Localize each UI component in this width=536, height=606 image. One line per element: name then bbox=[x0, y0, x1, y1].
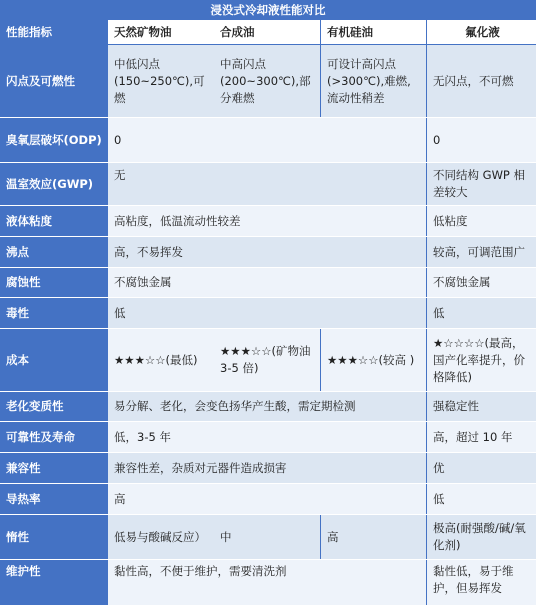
row-label: 闪点及可燃性 bbox=[0, 45, 108, 117]
table-cell: 中高闪点(200~300℃),部分难燃 bbox=[220, 56, 311, 105]
col-header-synthetic-oil: 合成油 bbox=[220, 24, 255, 39]
table-cell: ★★★☆☆(最低) bbox=[114, 352, 198, 367]
table-cell: 不同结构 GWP 相差较大 bbox=[426, 163, 536, 205]
row-label: 毒性 bbox=[0, 298, 108, 328]
table-cell: ★☆☆☆☆(最高，国产化率提升，价格降低) bbox=[426, 329, 536, 391]
table-cell: 无闪点，不可燃 bbox=[426, 45, 536, 117]
table-cell: 不腐蚀金属 bbox=[426, 268, 536, 297]
table-cell: 高 bbox=[320, 515, 426, 559]
table-cell: 中 bbox=[220, 529, 232, 544]
table-title: 浸没式冷却液性能对比 bbox=[0, 0, 536, 20]
table-row bbox=[0, 422, 536, 453]
table-cell: 低粘度 bbox=[426, 206, 536, 236]
table-cell: 强稳定性 bbox=[426, 392, 536, 421]
table-cell: 可设计高闪点(>300℃),难燃,流动性稍差 bbox=[320, 45, 426, 117]
table-cell: 低 bbox=[114, 305, 126, 320]
table-row bbox=[0, 515, 536, 560]
table-cell: ★★★☆☆(较高 ) bbox=[320, 329, 426, 391]
row-label: 维护性 bbox=[0, 560, 108, 605]
row-label: 液体粘度 bbox=[0, 206, 108, 236]
row-label: 温室效应(GWP) bbox=[0, 163, 108, 205]
table-cell: 不腐蚀金属 bbox=[114, 275, 172, 289]
table-cell: 黏性高，不便于维护，需要清洗剂 bbox=[114, 564, 287, 578]
header-row bbox=[0, 20, 536, 45]
row-label: 惰性 bbox=[0, 515, 108, 559]
table-cell: 低 bbox=[426, 298, 536, 328]
table-row bbox=[0, 268, 536, 298]
table-cell: 0 bbox=[426, 118, 536, 162]
table-cell: 优 bbox=[426, 453, 536, 483]
row-label: 导热率 bbox=[0, 484, 108, 514]
row-label: 臭氧层破坏(ODP) bbox=[0, 118, 108, 162]
table-cell: 黏性低，易于维护，但易挥发 bbox=[426, 560, 536, 605]
table-cell: 高，不易挥发 bbox=[114, 244, 183, 259]
table-cell: 0 bbox=[114, 132, 122, 147]
table-cell: 高，超过 10 年 bbox=[426, 422, 536, 452]
table-cell: 低易与酸碱反应） bbox=[114, 529, 206, 544]
table-cell: 高粘度，低温流动性较差 bbox=[114, 213, 241, 228]
table-cell: 低 bbox=[426, 484, 536, 514]
row-label: 成本 bbox=[0, 329, 108, 391]
table-cell: 无 bbox=[114, 168, 126, 182]
table-row bbox=[0, 206, 536, 237]
table-cell: ★★★☆☆(矿物油3-5 倍) bbox=[220, 344, 311, 375]
row-label: 腐蚀性 bbox=[0, 268, 108, 297]
table-cell: 兼容性差，杂质对元器件造成损害 bbox=[114, 460, 287, 475]
table-cell: 极高(耐强酸/碱/氧化剂) bbox=[426, 515, 536, 559]
table-row bbox=[0, 237, 536, 268]
table-cell: 较高，可调范围广 bbox=[426, 237, 536, 267]
row-label: 兼容性 bbox=[0, 453, 108, 483]
table-row bbox=[0, 392, 536, 422]
col-header-mineral-oil: 天然矿物油 bbox=[114, 24, 172, 39]
col-header-fluorinated-liquid: 氟化液 bbox=[426, 20, 536, 44]
row-label: 可靠性及寿命 bbox=[0, 422, 108, 452]
table-row bbox=[0, 298, 536, 329]
table-cell: 低，3-5 年 bbox=[114, 429, 171, 444]
table-row bbox=[0, 453, 536, 484]
table-cell: 高 bbox=[114, 491, 126, 506]
table-cell: 易分解、老化，会变色扬华产生酸，需定期检测 bbox=[114, 399, 356, 413]
col-header-silicone-oil: 有机硅油 bbox=[320, 20, 426, 44]
table-row bbox=[0, 118, 536, 163]
row-label: 沸点 bbox=[0, 237, 108, 267]
table-cell: 中低闪点(150~250℃),可燃 bbox=[114, 56, 205, 105]
table-row bbox=[0, 484, 536, 515]
table-row bbox=[0, 329, 536, 392]
table-row bbox=[0, 45, 536, 118]
header-label: 性能指标 bbox=[0, 20, 108, 44]
table-row bbox=[0, 560, 536, 606]
row-label: 老化变质性 bbox=[0, 392, 108, 421]
table-row bbox=[0, 163, 536, 206]
